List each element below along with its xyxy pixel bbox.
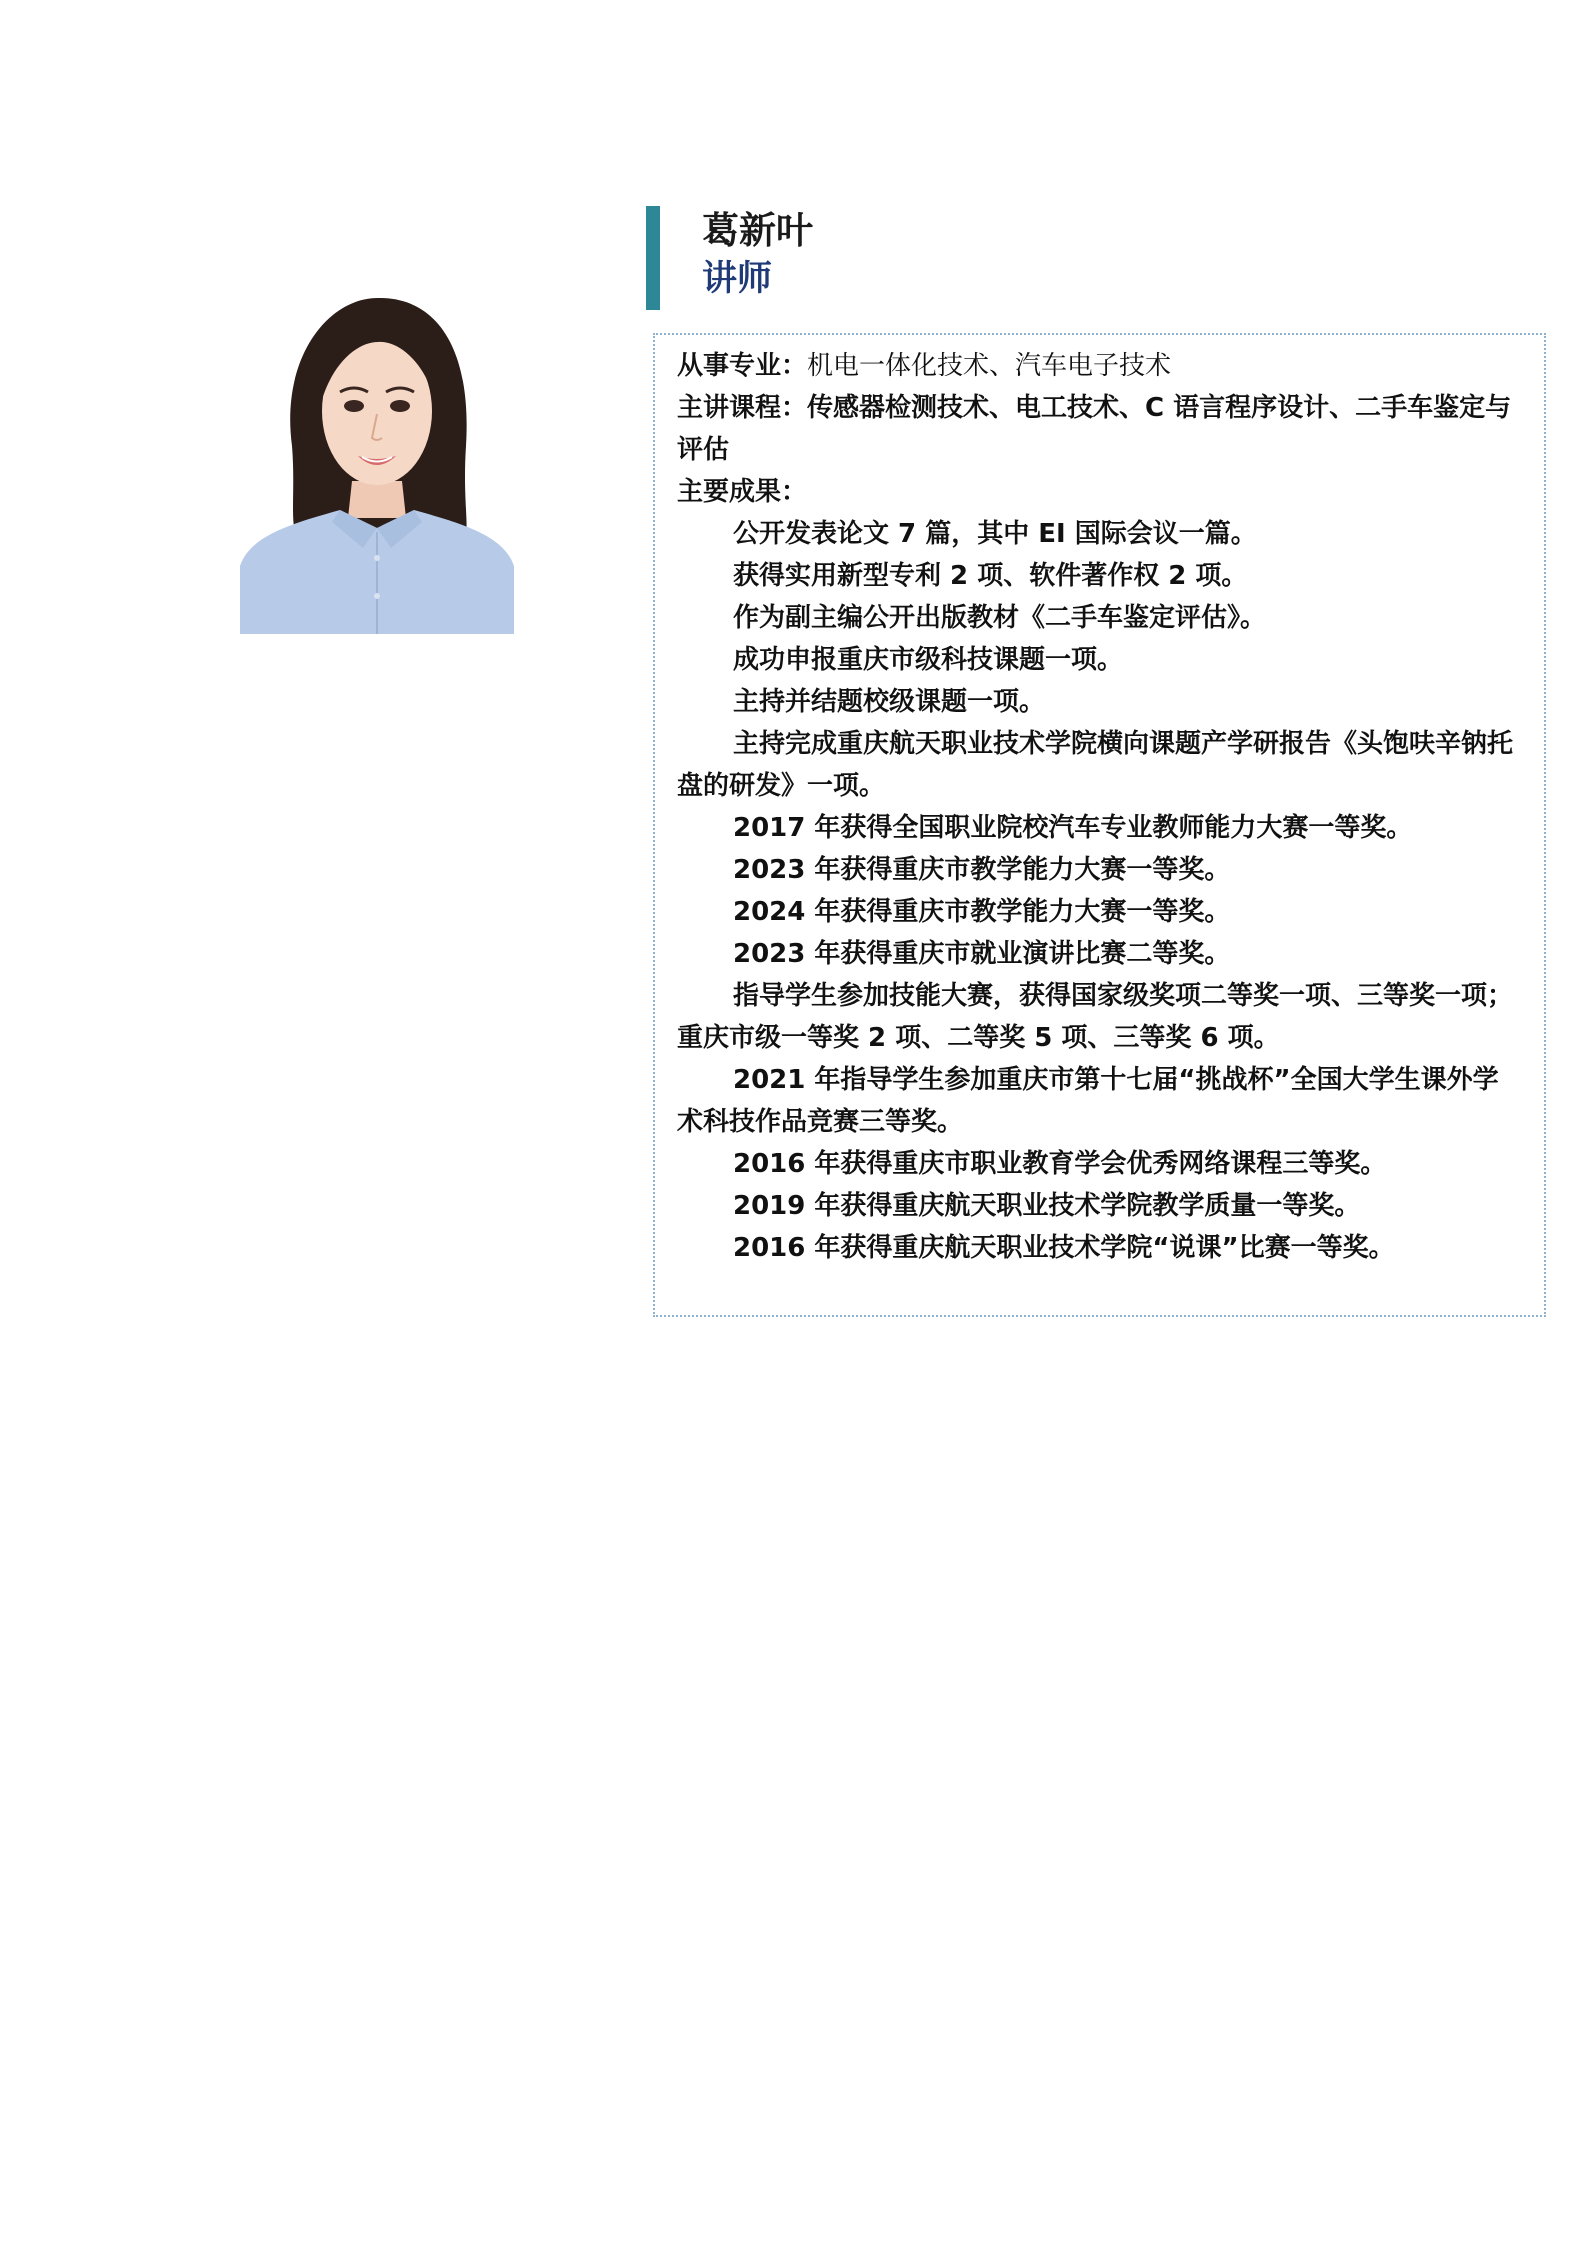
achievement-item: 2016 年获得重庆航天职业技术学院“说课”比赛一等奖。 xyxy=(733,1233,1395,1263)
achievement-item: 2023 年获得重庆市就业演讲比赛二等奖。 xyxy=(733,939,1231,969)
courses-label: 主讲课程： xyxy=(677,393,808,423)
person-title: 讲师 xyxy=(702,259,773,299)
achievement-item: 2019 年获得重庆航天职业技术学院教学质量一等奖。 xyxy=(733,1191,1361,1221)
major-line xyxy=(677,345,1524,387)
major-label: 从事专业： xyxy=(677,351,808,381)
achievement-item: 主持完成重庆航天职业技术学院横向课题产学研报告《头饱呋辛钠托盘的研发》一项。 xyxy=(677,729,1514,801)
title-block xyxy=(646,206,1546,310)
profile-info-box xyxy=(653,333,1546,1317)
person-name: 葛新叶 xyxy=(702,209,813,252)
major-value: 机电一体化技术、汽车电子技术 xyxy=(807,351,1172,381)
achievement-item: 成功申报重庆市级科技课题一项。 xyxy=(733,645,1124,675)
achievement-item: 2017 年获得全国职业院校汽车专业教师能力大赛一等奖。 xyxy=(733,813,1413,843)
portrait-photo xyxy=(240,296,514,634)
achievement-item: 2023 年获得重庆市教学能力大赛一等奖。 xyxy=(733,855,1231,885)
achievement-item: 指导学生参加技能大赛，获得国家级奖项二等奖一项、三等奖一项；重庆市级一等奖 2 项、二等奖 5 项、三等奖 6 项。 xyxy=(677,981,1514,1053)
courses-line xyxy=(677,387,1524,471)
achievement-item: 2021 年指导学生参加重庆市第十七届“挑战杯”全国大学生课外学术科技作品竞赛三等奖。 xyxy=(677,1065,1499,1137)
achievement-item: 获得实用新型专利 2 项、软件著作权 2 项。 xyxy=(733,561,1248,591)
courses-value: 传感器检测技术、电工技术、C 语言程序设计、二手车鉴定与评估 xyxy=(677,393,1512,465)
achievement-item: 公开发表论文 7 篇，其中 EI 国际会议一篇。 xyxy=(733,519,1257,549)
achievement-item: 2016 年获得重庆市职业教育学会优秀网络课程三等奖。 xyxy=(733,1149,1387,1179)
accent-bar xyxy=(646,206,660,310)
achievement-item: 作为副主编公开出版教材《二手车鉴定评估》。 xyxy=(733,603,1267,633)
achievement-item: 2024 年获得重庆市教学能力大赛一等奖。 xyxy=(733,897,1231,927)
achievements-heading: 主要成果： xyxy=(677,477,808,507)
achievement-item: 主持并结题校级课题一项。 xyxy=(733,687,1046,717)
